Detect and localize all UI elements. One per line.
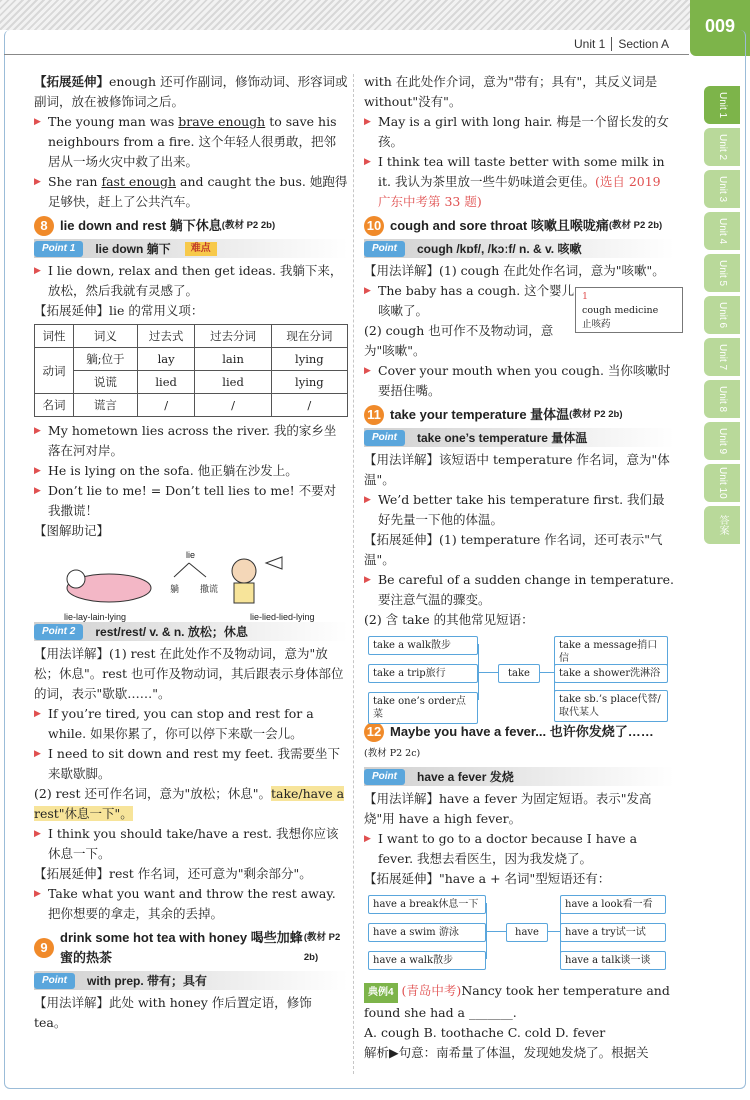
number-badge: 9: [34, 938, 54, 958]
source-note: (青岛中考): [401, 983, 462, 998]
lie-illustration: [34, 543, 348, 622]
table-cell: /: [195, 394, 271, 417]
point-bar: [364, 767, 674, 786]
example-brave-enough: [34, 112, 348, 172]
example: ▶ Cover your mouth when you cough. 当你咳嗽时要捂住嘴。: [364, 361, 674, 401]
heading-10: [364, 216, 674, 236]
note-en: cough medicine: [582, 305, 659, 316]
point-tag: Point: [364, 430, 405, 446]
heading-text: cough and sore throat 咳嗽且喉咙痛: [390, 218, 609, 233]
heading-text: lie down and rest 躺下休息: [60, 218, 222, 233]
number-badge: 8: [34, 216, 54, 236]
connector: [548, 931, 560, 932]
phrase-box: have a look看一看: [560, 895, 666, 914]
ex-underline: brave enough: [178, 114, 266, 129]
ex-text: The young man was: [48, 114, 179, 129]
phrase-box: take a walk散步: [368, 636, 478, 655]
table-cell: 名词: [35, 394, 74, 417]
right-column: [364, 72, 674, 1063]
phrase-box: take sb.’s place代替/取代某人: [554, 690, 668, 722]
options: A. cough B. toothache C. cold D. fever: [364, 1025, 606, 1040]
example: ▶ We’d better take his temperature first. 我们最好先量一下他的体温。: [364, 490, 674, 530]
example: ▶ May is a girl with long hair. 梅是一个留长发的女孩。: [364, 112, 674, 152]
connector: [540, 672, 554, 673]
tab-unit-2[interactable]: Unit 2: [704, 128, 740, 166]
textbook-ref: (教材 P2 2b): [608, 220, 663, 231]
lie-table: [34, 324, 348, 417]
continued-text: with 在此处作介词，意为"带有；具有"，其反义词是 without"没有"。: [364, 74, 658, 109]
point-bar: [364, 239, 674, 258]
phrase-box: have a talk谈一谈: [560, 951, 666, 970]
table-cell: 词义: [73, 325, 137, 348]
connector: [478, 672, 498, 673]
example: ▶ I want to go to a doctor because I have a fever. 我想去看医生，因为我发烧了。: [364, 829, 674, 869]
column-divider: [353, 74, 354, 1074]
phrase-box: take one’s order点菜: [368, 692, 478, 724]
number-badge: 12: [364, 722, 384, 742]
example: ▶ The baby has a cough. 这个婴儿咳嗽了。: [364, 281, 578, 321]
point-text: have a fever 发烧: [417, 769, 514, 784]
example: ▶ My hometown lies across the river. 我的家乡坐落在河对岸。: [34, 421, 348, 461]
unit-name: Unit 1: [574, 37, 606, 51]
heading-12: [364, 722, 674, 742]
example: ▶ He is lying on the sofa. 他正躺在沙发上。: [34, 461, 348, 481]
table-cell: 谎言: [73, 394, 137, 417]
note-cn: 止咳药: [582, 319, 611, 330]
example: [364, 152, 674, 212]
point-tag: Point: [364, 241, 405, 257]
table-cell: /: [271, 394, 347, 417]
point-text: rest/rest/ v. & n. 放松；休息: [95, 624, 248, 639]
have-phrases-diagram: [364, 893, 674, 977]
page-number: 009: [690, 0, 750, 56]
usage: 【用法详解】此处 with honey 作后置定语，修饰 tea。: [34, 995, 312, 1030]
center-box: have: [506, 923, 548, 942]
table-cell: lying: [271, 348, 347, 371]
example-fast-enough: [34, 172, 348, 212]
example: ▶ Be careful of a sudden change in temperature. 要注意气温的骤变。: [364, 570, 674, 610]
example-question: [364, 981, 674, 1023]
take-phrases-diagram: [364, 634, 674, 718]
point-bar: [34, 239, 348, 258]
tab-answers[interactable]: 答案: [704, 506, 740, 544]
usage: 【用法详解】(1) cough 在此处作名词，意为"咳嗽"。: [364, 263, 665, 278]
source-note: (选自 2019 广东中考第 33 题): [378, 174, 661, 209]
illus-caption: lie-lied-lied-lying: [250, 612, 315, 622]
table-row: [35, 348, 348, 371]
point-bar: [364, 428, 674, 447]
tab-unit-8[interactable]: Unit 8: [704, 380, 740, 418]
usage-text: (2) rest 还可作名词，意为"放松；休息"。: [34, 786, 271, 801]
tab-unit-7[interactable]: Unit 7: [704, 338, 740, 376]
header-band: [0, 0, 690, 30]
illus-label: lie: [186, 550, 196, 560]
usage: 【用法详解】该短语中 temperature 作名词，意为"体温"。: [364, 452, 670, 487]
table-cell: lying: [271, 371, 347, 394]
table-cell: 词性: [35, 325, 74, 348]
usage: (2) cough 也可作不及物动词，意为"咳嗽"。: [364, 323, 554, 358]
unit-tabs: [704, 86, 740, 548]
table-cell: 现在分词: [271, 325, 347, 348]
extend-lie: 【拓展延伸】lie 的常用义项：: [34, 303, 204, 318]
connector: [486, 931, 506, 932]
table-cell: 躺;位于: [73, 348, 137, 371]
extend-label: 【拓展延伸】: [34, 74, 110, 89]
table-row: [35, 394, 348, 417]
heading-8: [34, 216, 348, 236]
illus-label: 撒谎: [200, 584, 219, 594]
tab-unit-6[interactable]: Unit 6: [704, 296, 740, 334]
point-text: with prep. 带有；具有: [87, 973, 208, 988]
textbook-ref: (教材 P2 2b): [569, 409, 623, 420]
table-header: [35, 325, 348, 348]
number-badge: 11: [364, 405, 384, 425]
ex-text: She ran: [48, 174, 102, 189]
example: ▶ Take what you want and throw the rest away. 把你想要的拿走，其余的丢掉。: [34, 884, 348, 924]
number-badge: 10: [364, 216, 384, 236]
mnemonic-label: 【图解助记】: [34, 523, 110, 538]
phrase-box: have a swim 游泳: [368, 923, 486, 942]
heading-11: [364, 405, 674, 425]
example-tag: 典例4: [364, 983, 398, 1003]
example: ▶ Don’t lie to me! = Don’t tell lies to me! 不要对我撒谎！: [34, 481, 348, 521]
example: ▶ If you’re tired, you can stop and rest for a while. 如果你累了，你可以停下来歇一会儿。: [34, 704, 348, 744]
point-bar: [34, 971, 348, 990]
point-text: cough /kɒf/, /kɔːf/ n. & v. 咳嗽: [417, 241, 582, 256]
table-row: [35, 371, 348, 394]
unit-label: [570, 37, 673, 51]
table-cell: 过去式: [137, 325, 195, 348]
tab-unit-9[interactable]: Unit 9: [704, 422, 740, 460]
heading-text: take your temperature 量体温: [390, 407, 570, 422]
header-rule: [4, 54, 689, 55]
example: ▶ I need to sit down and rest my feet. 我需要坐下来歇歇脚。: [34, 744, 348, 784]
extend: 【拓展延伸】(1) temperature 作名词，还可表示"气温"。: [364, 532, 663, 567]
extend-text: enough 还可作副词，修饰动词、形容词或副词，放在被修饰词之后。: [34, 74, 348, 109]
heading-9: [34, 928, 348, 968]
section-name: Section A: [611, 37, 673, 51]
point-tag: Point: [364, 769, 405, 785]
table-cell: lied: [137, 371, 195, 394]
phrase-box: take a trip旅行: [368, 664, 478, 683]
phrase-box: have a try试一试: [560, 923, 666, 942]
usage: 【用法详解】(1) rest 在此处作不及物动词，意为"放松；休息"。rest 也可作及物动词，其后跟表示身体部位的词，表示"歇歇……"。: [34, 646, 344, 701]
point-text: take one’s temperature 量体温: [417, 430, 588, 445]
tab-unit-1[interactable]: Unit 1: [704, 86, 740, 124]
point-tag: Point 1: [34, 241, 83, 257]
usage: 【用法详解】have a fever 为固定短语。表示"发高烧"用 have a high fever。: [364, 791, 652, 826]
point-tag: Point 2: [34, 624, 83, 640]
table-cell: 说谎: [73, 371, 137, 394]
point-tag: Point: [34, 973, 75, 989]
table-cell: 动词: [35, 348, 74, 394]
center-box: take: [498, 664, 540, 683]
table-cell: /: [137, 394, 195, 417]
point-text: lie down 躺下: [95, 241, 171, 256]
ex-text: I think tea will taste better with some milk in it. 我认为茶里放一些牛奶味道会更佳。: [378, 154, 665, 189]
heading-text: Maybe you have a fever... 也许你发烧了……: [390, 724, 654, 739]
usage: [34, 784, 348, 824]
tab-unit-5[interactable]: Unit 5: [704, 254, 740, 292]
textbook-ref: (教材 P2 2b): [221, 220, 276, 231]
heading-text: drink some hot tea with honey 喝些加蜂蜜的热茶: [60, 930, 303, 965]
ex-text: to save his neighbours from a fire. 这个年轻人很勇敢，把邻居从一场火灾中救了出来。: [48, 114, 337, 169]
tab-unit-10[interactable]: Unit 10: [704, 464, 740, 502]
example: ▶ I lie down, relax and then get ideas. 我躺下来，放松，然后我就有灵感了。: [34, 261, 348, 301]
illus-caption: lie-lay-lain-lying: [64, 612, 127, 622]
table-cell: lain: [195, 348, 271, 371]
phrase-box: have a break休息一下: [368, 895, 486, 914]
note-number: 1: [582, 291, 589, 302]
phrase-box: take a shower洗淋浴: [554, 664, 668, 683]
extend: 【拓展延伸】rest 作名词，还可意为"剩余部分"。: [34, 866, 312, 881]
difficulty-tag: 难点: [185, 242, 217, 256]
phrase-box: take a message捎口信: [554, 636, 668, 668]
table-cell: 过去分词: [195, 325, 271, 348]
question-text: Nancy took her temperature and found she had a _______.: [364, 983, 670, 1020]
highlight: take/have a rest"休息一下"。: [34, 786, 345, 821]
vocab-note: [575, 287, 683, 333]
extend-enough: [34, 72, 348, 112]
example: ▶ I think you should take/have a rest. 我想你应该休息一下。: [34, 824, 348, 864]
textbook-ref: (教材 P2 2c): [364, 748, 421, 759]
textbook-ref: (教材 P2 2b): [303, 932, 341, 963]
tab-unit-4[interactable]: Unit 4: [704, 212, 740, 250]
analysis: 解析▶句意：南希量了体温，发现她发烧了。根据关: [364, 1045, 649, 1060]
table-cell: lay: [137, 348, 195, 371]
extend: (2) 含 take 的其他常见短语：: [364, 612, 534, 627]
phrase-box: have a walk散步: [368, 951, 486, 970]
left-column: [34, 72, 348, 1033]
ex-text: and caught the bus. 她跑得足够快，赶上了公共汽车。: [48, 174, 348, 209]
illus-label: 躺: [170, 584, 180, 594]
ex-underline: fast enough: [101, 174, 177, 189]
extend: 【拓展延伸】"have a + 名词"型短语还有：: [364, 871, 611, 886]
table-cell: lied: [195, 371, 271, 394]
tab-unit-3[interactable]: Unit 3: [704, 170, 740, 208]
